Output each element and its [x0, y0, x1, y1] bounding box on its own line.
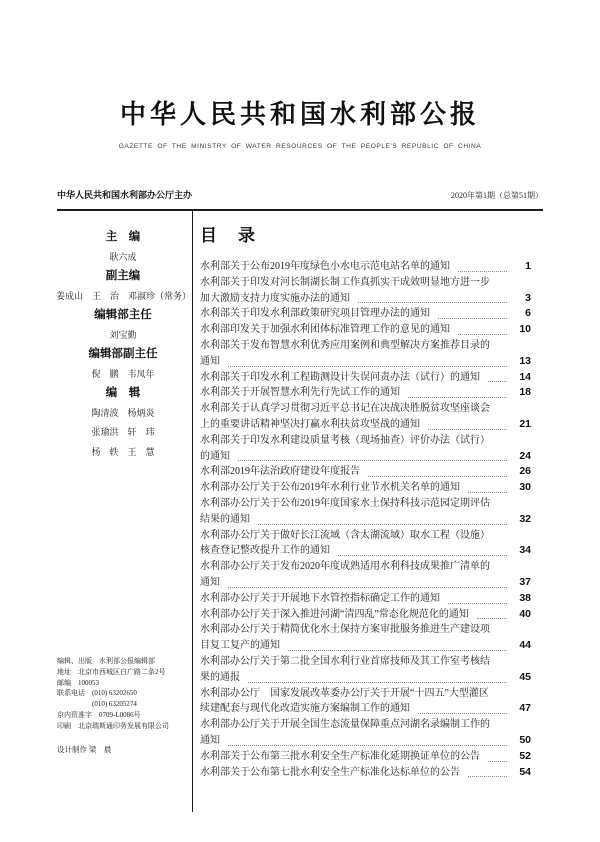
- toc-entry: [200, 765, 531, 781]
- toc-page-number: 30: [519, 481, 531, 494]
- toc-dot-leader: [468, 491, 507, 493]
- toc-entry: [200, 591, 531, 607]
- toc-page-number: 32: [519, 512, 531, 525]
- toc-entry: [200, 322, 531, 338]
- designer-credit: 设计制作 梁 晨: [57, 744, 112, 754]
- toc-entry: [200, 622, 531, 654]
- editorial-sidebar: [56, 228, 190, 462]
- publication-line: 京内资准字 0709-L0086号: [57, 710, 141, 719]
- toc-entry-lastline: [200, 701, 531, 717]
- sidebar-name-line: 倪 鹏 韦凤年: [91, 368, 155, 379]
- toc-entry: [200, 464, 531, 480]
- sidebar-role-label: 主 编: [105, 231, 141, 243]
- toc-entry-line: 水利部关于印发对河长制湖长制工作真抓实干成效明显地方进一步: [200, 276, 490, 288]
- toc-entry-text: 果的通报: [200, 671, 240, 683]
- toc-entry: [200, 433, 531, 465]
- issue-number: 2020年第1期（总第51期）: [451, 191, 543, 200]
- toc-entry-line: 水利部办公厅关于开展全国生态流量保障重点河湖名录编制工作的: [200, 719, 490, 731]
- toc-dot-leader: [488, 760, 507, 762]
- toc-entry-lastline: [200, 512, 531, 528]
- table-of-contents: [200, 221, 531, 780]
- toc-entry-line: 水利部办公厅关于公布2019年度国家水土保持科技示范园定期评估: [200, 497, 490, 509]
- sidebar-name-line: 姜成山 王 治 邓淑珍（常务）: [56, 290, 192, 301]
- toc-entry-text: 水利部关于公布2019年度绿色小水电示范电站名单的通知: [200, 261, 450, 272]
- toc-entry-lastline: [200, 259, 531, 275]
- toc-entry-lastline: [200, 417, 531, 433]
- toc-entry-text: 上的重要讲话精神坚决打赢水利扶贫攻坚战的通知: [200, 418, 420, 430]
- publication-line: 印刷 北京瑞斯通印务发展有限公司: [57, 721, 169, 730]
- toc-entry-text: 的通知: [200, 450, 230, 462]
- issue-header-row: [57, 188, 543, 201]
- toc-page-number: 50: [519, 733, 531, 746]
- toc-entry-lastline: [200, 370, 531, 386]
- toc-entry: [200, 559, 531, 591]
- toc-entry: [200, 401, 531, 433]
- toc-entry: [200, 306, 531, 322]
- toc-dot-leader: [368, 475, 507, 477]
- toc-entry-line: 水利部办公厅 国家发展改革委办公厅关于开展“十四五”大型灌区: [200, 687, 489, 699]
- toc-entry-text: 水利部关于公布第三批水利安全生产标准化延期换证单位的公告: [200, 750, 480, 762]
- toc-entries: [200, 259, 531, 780]
- toc-page-number: 37: [519, 575, 531, 588]
- toc-page-number: 45: [519, 670, 531, 683]
- toc-dot-leader: [468, 775, 507, 777]
- toc-entry-text: 水利部办公厅关于公布2019年水利行业节水机关名单的通知: [200, 482, 460, 494]
- toc-entry-text: 续建配套与现代化改造实施方案编制工作的通知: [200, 703, 410, 715]
- toc-dot-leader: [477, 617, 507, 619]
- toc-entry-line: 水利部办公厅关于第二批全国水利行业首席技师及其工作室考核结: [200, 655, 490, 667]
- toc-entry-lastline: [200, 464, 531, 480]
- toc-entry-lastline: [200, 575, 531, 591]
- toc-entry-text: 通知: [200, 355, 220, 367]
- toc-entry-text: 通知: [200, 734, 220, 746]
- toc-entry-text: 水利部关于开展智慧水利先行先试工作的通知: [200, 387, 400, 399]
- toc-dot-leader: [228, 365, 507, 367]
- toc-dot-leader: [228, 586, 507, 588]
- toc-dot-leader: [228, 744, 507, 746]
- toc-entry-lastline: [200, 591, 531, 607]
- publication-line: 联系电话 (010) 63202650: [57, 689, 137, 698]
- toc-entry-line: 水利部关于发布智慧水利优秀应用案例和典型解决方案推荐目录的: [200, 339, 490, 351]
- toc-entry-text: 加大激励支持力度实施办法的通知: [200, 292, 350, 304]
- toc-page-number: 13: [519, 354, 531, 367]
- toc-entry: [200, 528, 531, 560]
- toc-page-number: 52: [519, 749, 531, 762]
- toc-page-number: 6: [525, 307, 531, 320]
- header-divider: [57, 209, 543, 211]
- toc-dot-leader: [428, 428, 507, 430]
- toc-entry-text: 水利部关于印发水利部政策研究项目管理办法的通知: [200, 308, 430, 320]
- toc-page-number: 40: [519, 607, 531, 620]
- toc-dot-leader: [408, 396, 507, 398]
- toc-entry-lastline: [200, 322, 531, 338]
- toc-entry-text: 通知: [200, 576, 220, 588]
- toc-entry-line: 水利部办公厅关于发布2020年度成熟适用水利科技成果推广清单的: [200, 561, 490, 573]
- toc-page-number: 14: [519, 370, 531, 383]
- toc-entry: [200, 259, 531, 275]
- toc-entry-lastline: [200, 291, 531, 307]
- toc-entry-text: 水利部关于公布第七批水利安全生产标准化达标单位的公告: [200, 766, 460, 778]
- toc-dot-leader: [458, 270, 507, 272]
- toc-entry-text: 水利部2019年法治政府建设年度报告: [200, 466, 360, 478]
- toc-entry: [200, 686, 531, 718]
- toc-entry: [200, 275, 531, 307]
- toc-page-number: 18: [519, 386, 531, 399]
- publication-line: 地址 北京市西城区白广路二条2号: [57, 667, 166, 676]
- toc-entry: [200, 370, 531, 386]
- toc-dot-leader: [288, 649, 507, 651]
- toc-entry-lastline: [200, 670, 531, 686]
- toc-page-number: 1: [525, 260, 531, 272]
- toc-entry: [200, 338, 531, 370]
- toc-page-number: 38: [519, 591, 531, 604]
- gazette-subtitle-english: GAZETTE OF THE MINISTRY OF WATER RESOURCES OF THE PEOPLE'S REPUBLIC OF CHINA: [118, 143, 482, 150]
- publication-info: [57, 656, 195, 755]
- toc-entry: [200, 480, 531, 496]
- toc-dot-leader: [438, 317, 507, 319]
- sidebar-role-label: 编辑部副主任: [88, 348, 158, 360]
- toc-entry-text: 水利部办公厅关于开展地下水管控指标确定工作的通知: [200, 592, 440, 604]
- toc-entry: [200, 607, 531, 623]
- toc-dot-leader: [358, 301, 507, 303]
- toc-entry-text: 水利部印发关于加强水利团体标准管理工作的意见的通知: [200, 324, 450, 336]
- toc-entry-lastline: [200, 749, 531, 765]
- toc-entry-text: 核查登记整改提升工作的通知: [200, 545, 330, 557]
- toc-entry: [200, 385, 531, 401]
- toc-entry-lastline: [200, 449, 531, 465]
- toc-page-number: 47: [519, 702, 531, 715]
- toc-dot-leader: [248, 681, 507, 683]
- publication-line: 邮编 100053: [57, 678, 99, 687]
- toc-entry-text: 目复工复产的通知: [200, 640, 280, 652]
- organizer-label: 中华人民共和国水利部办公厅主办: [57, 190, 193, 200]
- toc-entry-lastline: [200, 638, 531, 654]
- toc-entry-lastline: [200, 480, 531, 496]
- toc-page-number: 3: [525, 291, 531, 304]
- toc-dot-leader: [448, 602, 507, 604]
- sidebar-name-line: 陶清波 杨炳炎: [91, 407, 155, 418]
- sidebar-name-line: 张瑜洪 轩 玮: [91, 427, 155, 437]
- toc-dot-leader: [338, 554, 507, 556]
- toc-entry-lastline: [200, 306, 531, 322]
- toc-page-number: 10: [519, 323, 531, 336]
- toc-dot-leader: [238, 459, 507, 461]
- toc-entry-lastline: [200, 733, 531, 749]
- toc-page-number: 54: [519, 765, 531, 778]
- gazette-title: 中华人民共和国水利部公报: [119, 99, 480, 129]
- toc-entry: [200, 749, 531, 765]
- toc-entry-line: 水利部关于印发水利建设质量考核（现场抽查）评价办法（试行）: [200, 434, 490, 446]
- toc-dot-leader: [458, 333, 507, 335]
- toc-entry-line: 水利部办公厅关于做好长江流域（含太湖流域）取水工程（设施）: [200, 529, 490, 541]
- publication-line: (010) 63205274: [92, 700, 137, 709]
- sidebar-sections: [56, 228, 190, 462]
- sidebar-role-label: 编 辑: [105, 387, 141, 399]
- toc-entry-lastline: [200, 607, 531, 623]
- sidebar-role-label: 编辑部主任: [94, 309, 152, 321]
- toc-page-number: 44: [519, 639, 531, 652]
- toc-page-number: 24: [519, 449, 531, 462]
- toc-dot-leader: [488, 380, 507, 382]
- toc-entry-lastline: [200, 385, 531, 401]
- toc-entry-lastline: [200, 543, 531, 559]
- toc-entry-lastline: [200, 765, 531, 781]
- toc-page-number: 34: [519, 544, 531, 557]
- masthead: [0, 94, 600, 150]
- toc-entry-text: 水利部办公厅关于深入推进河湖“清四乱”常态化规范化的通知: [200, 608, 469, 620]
- toc-dot-leader: [418, 712, 507, 714]
- toc-page-number: 21: [519, 417, 531, 430]
- sidebar-role-label: 副主编: [105, 270, 141, 282]
- sidebar-name-line: 耿六成: [109, 251, 137, 262]
- publication-lines: [57, 656, 195, 732]
- sidebar-name-line: 杨 轶 王 慧: [91, 446, 155, 457]
- toc-entry-line: 水利部办公厅关于精简优化水土保持方案审批服务推进生产建设项: [200, 624, 490, 636]
- toc-entry: [200, 654, 531, 686]
- sidebar-name-line: 刘宝勤: [109, 329, 137, 340]
- toc-entry: [200, 717, 531, 749]
- toc-page-number: 26: [519, 465, 531, 478]
- toc-entry-text: 水利部关于印发水利工程勘测设计失误问责办法（试行）的通知: [200, 371, 480, 383]
- toc-entry-line: 水利部关于认真学习贯彻习近平总书记在决战决胜脱贫攻坚座谈会: [200, 403, 490, 415]
- toc-entry: [200, 496, 531, 528]
- publication-line: 编辑、出版 水利部公报编辑部: [57, 657, 155, 665]
- toc-dot-leader: [258, 523, 507, 525]
- toc-entry-text: 结果的通知: [200, 513, 250, 525]
- toc-entry-lastline: [200, 354, 531, 370]
- toc-heading: 目 录: [200, 226, 257, 245]
